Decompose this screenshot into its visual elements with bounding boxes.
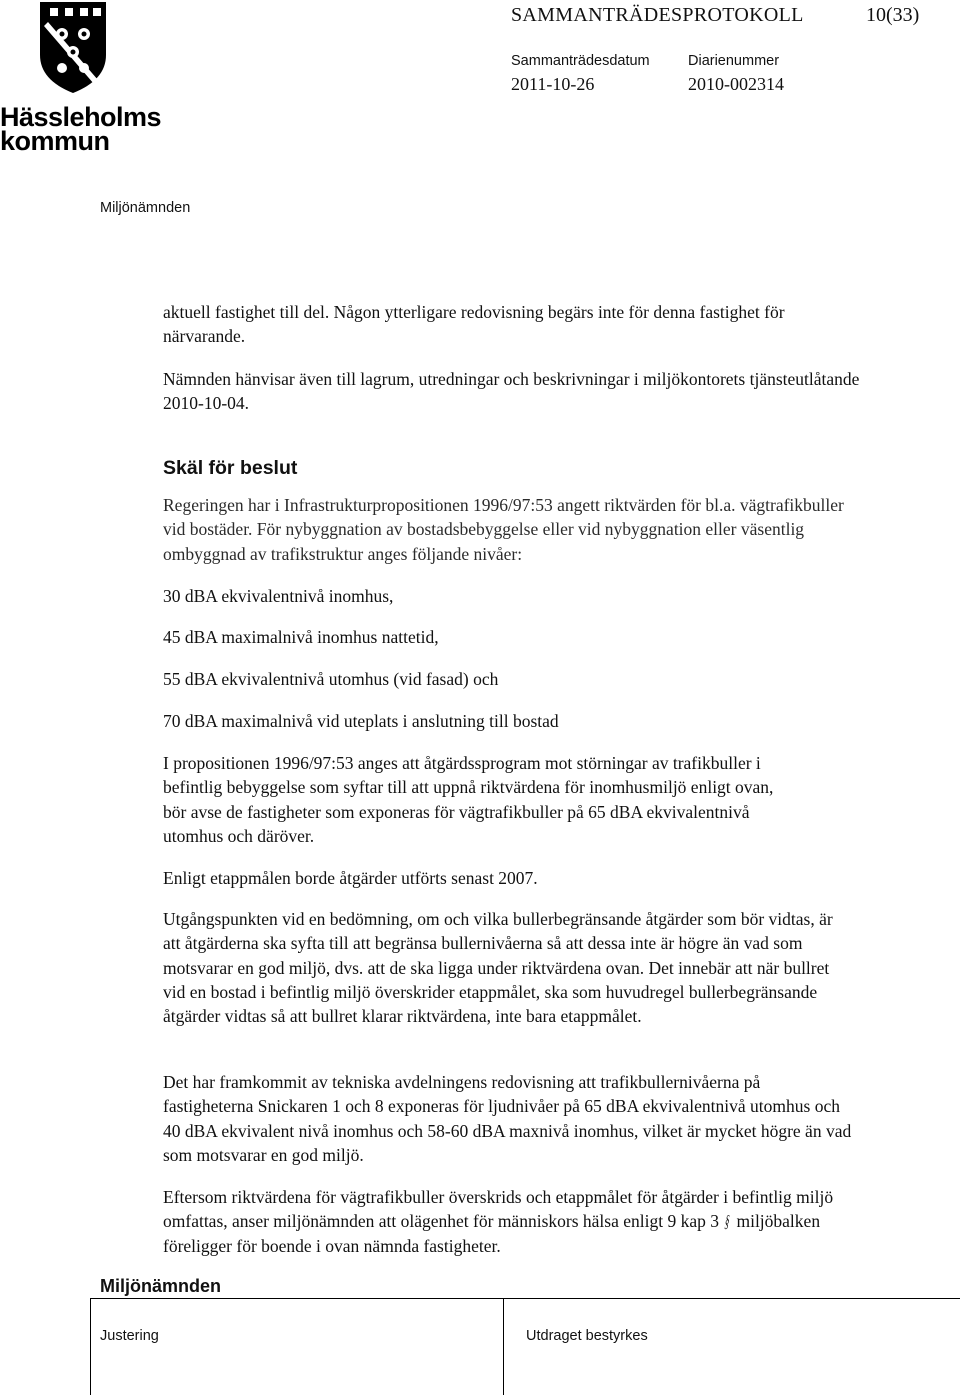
paragraph-conclusion: [163, 1185, 853, 1258]
registry-number-label: Diarienummer: [688, 53, 780, 69]
paragraph-regulation: Regeringen har i Infrastrukturpropositionen 1996/97:53 angett riktvärden för bl.a. vägtrafikbuller vid bostäder. För nybyggnation av bostadsbebyggelse eller vid nybyggnation eller väsentlig ombyggnad av trafikstruktur anges följande nivåer:: [163, 495, 844, 564]
logo-name-line2: kommun: [0, 126, 110, 156]
document-title: SAMMANTRÄDESPROTOKOLL: [511, 4, 804, 26]
section-heading: Skäl för beslut: [163, 457, 298, 479]
noise-level-item: 55 dBA ekvivalentnivå utomhus (vid fasad) och: [163, 669, 499, 689]
footer-left-border: [90, 1298, 91, 1395]
logo-name-line1: Hässleholms: [0, 102, 162, 132]
noise-level-item: 30 dBA ekvivalentnivå inomhus,: [163, 586, 394, 606]
section-sign: §: [723, 1211, 732, 1232]
committee-name: Miljönämnden: [100, 200, 191, 216]
municipality-logo: [0, 0, 160, 160]
justering-label: Justering: [100, 1328, 159, 1344]
paragraph-reference: Nämnden hänvisar även till lagrum, utredningar och beskrivningar i miljökontorets tjänsteutlåtande 2010-10-04.: [163, 369, 860, 414]
noise-level-item: 70 dBA maximalnivå vid uteplats i anslutning till bostad: [163, 711, 559, 731]
conclusion-text-end: miljöbalken föreligger för boende i ovan nämnda fastigheter.: [163, 1211, 821, 1256]
conclusion-text: Eftersom riktvärdena för vägtrafikbuller överskrids och etappmålet för åtgärder i befintlig miljö omfattas, anser miljönämnden att olägenhet för människors hälsa enligt 9 kap 3: [163, 1187, 834, 1232]
paragraph-proposition: I propositionen 1996/97:53 anges att åtgärdssprogram mot störningar av trafikbuller i befintlig bebyggelse som syftar till att uppnå riktvärdena för inomhusmiljö enligt ovan, bör avse de fastigheter som exponeras för vägtrafikbuller på 65 dBA ekvivalentnivå utomhus och däröver.: [163, 753, 774, 846]
paragraph-assessment: Utgångspunkten vid en bedömning, om och vilka bullerbegränsande åtgärder som bör vidtas, är att åtgärderna ska syfta till att begränsa bullernivåerna så att dessa inte är högre än vad som motsvarar en god miljö, dvs. att de ska ligga under riktvärdena ovan. Det innebär att när bullret vid en bostad i befintlig miljö överskrider etappmålet, ska som huvudregel bullerbegränsande åtgärder vidtas så att bullret klarar riktvärdena, inte bara etappmålet.: [163, 909, 833, 1027]
coat-of-arms-icon: [38, 0, 108, 95]
noise-level-item: 45 dBA maximalnivå inomhus nattetid,: [163, 627, 439, 647]
paragraph-findings: Det har framkommit av tekniska avdelningens redovisning att trafikbullernivåerna på fastigheterna Snickaren 1 och 8 exponeras för ljudnivåer på 65 dBA ekvivalentnivå utomhus och 40 dBA ekvivalent nivå inomhus och 58-60 dBA maxnivå inomhus, vilket är mycket högre än vad som motsvarar en god miljö.: [163, 1072, 852, 1165]
registry-number-value: 2010-002314: [688, 74, 784, 94]
certified-extract-label: Utdraget bestyrkes: [526, 1328, 648, 1344]
footer-mid-divider: [503, 1298, 504, 1395]
paragraph-milestone: Enligt etappmålen borde åtgärder utförts senast 2007.: [163, 868, 538, 888]
footer-divider: [90, 1298, 960, 1299]
meeting-date-label: Sammanträdesdatum: [511, 53, 650, 69]
page-number: 10(33): [866, 4, 920, 26]
meeting-date-value: 2011-10-26: [511, 74, 595, 94]
footer-committee: Miljönämnden: [100, 1276, 221, 1296]
paragraph-intro: aktuell fastighet till del. Någon ytterligare redovisning begärs inte för denna fastighet för närvarande.: [163, 302, 785, 347]
